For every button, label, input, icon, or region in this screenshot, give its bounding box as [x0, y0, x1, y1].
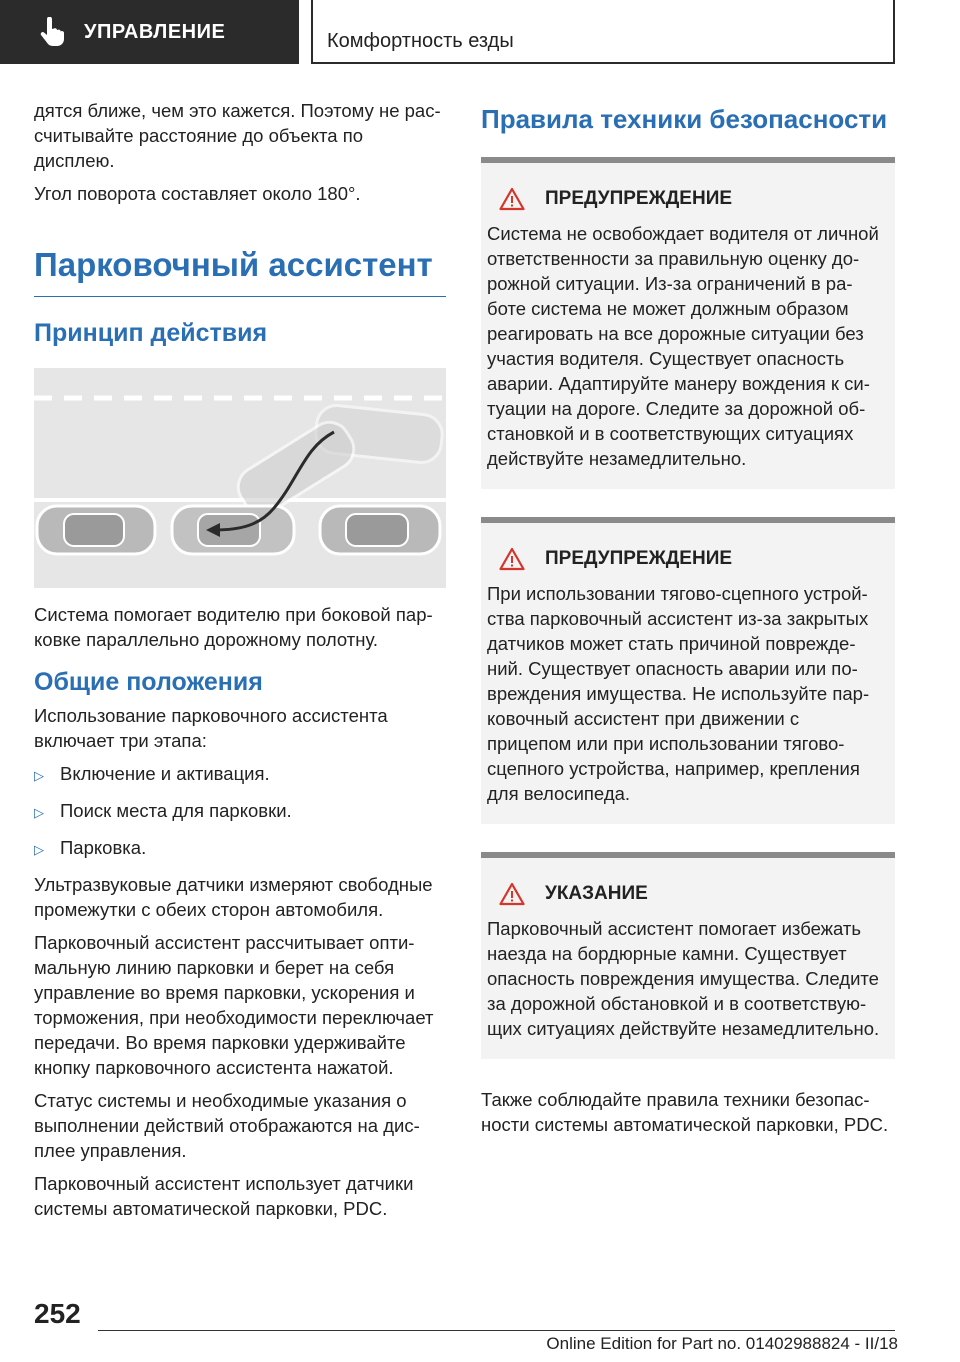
subheading-general: Общие положения: [34, 668, 263, 696]
warning-triangle-icon: [499, 882, 525, 906]
paragraph: Парковочный ассистент рассчитывает опти-мальную линию парковки и берет на себя управление во время парковки, ускорения и торможения, при необходимости переключает передачи. Во время парковки удерживайте кнопку парковочного ассистента нажатой.: [34, 932, 434, 1078]
footer-edition: Online Edition for Part no. 01402988824 - II/18: [546, 1334, 898, 1353]
list-item: ▷ Парковка.: [34, 835, 446, 862]
parked-car-left: [37, 506, 155, 554]
subheading-principle: Принцип действия: [34, 319, 268, 347]
list-item: ▷ Включение и активация.: [34, 761, 446, 788]
paragraph: дятся ближе, чем это кажется. Поэтому не рас-считывайте расстояние до объекта по дисплею.: [34, 100, 441, 171]
warning-label: ПРЕДУПРЕЖДЕНИЕ: [545, 548, 733, 569]
header-section-tab: [0, 0, 299, 64]
warning-triangle-icon: [499, 187, 525, 211]
footer-divider: [98, 1330, 895, 1331]
warning-text: При использовании тягово-сцепного устрой-ства парковочный ассистент из-за закрытых датчиков может стать причиной поврежде-ний. Существует опасность аварии или по-вреждения имущества. Не используйте пар-ковочный ассистент при движении с прицепом или при использовании тягово-сцепного устройства, например, крепления для велосипеда.: [487, 583, 870, 804]
illustration-caption: Система помогает водителю при боковой пар-ковке параллельно дорожному полотну.: [34, 604, 433, 650]
parking-diagram: [34, 368, 446, 588]
paragraph: Статус системы и необходимые указания о выполнении действий отображаются на дис-плее управления.: [34, 1090, 420, 1161]
hand-pointer-icon: [38, 17, 66, 47]
warning-triangle-icon: [499, 547, 525, 571]
notice-label: УКАЗАНИЕ: [545, 883, 648, 904]
triangle-bullet-icon: ▷: [34, 842, 44, 857]
notice-text: Парковочный ассистент помогает избежать наезда на бордюрные камни. Существует опасность повреждения имущества. Следите за дорожной обстановкой и в соответствую-щих ситуациях действуйте незамедлительно.: [487, 918, 880, 1039]
section-label: УПРАВЛЕНИЕ: [84, 20, 226, 43]
page-number: 252: [34, 1298, 81, 1329]
left-column: [34, 98, 446, 1229]
steps-list: [34, 761, 446, 862]
chapter-label: Комфортность езды: [327, 30, 514, 52]
safety-title: Правила техники безопасности: [481, 104, 888, 134]
parked-car-right: [320, 506, 440, 554]
warning-box: [481, 157, 895, 489]
paragraph: Ультразвуковые датчики измеряют свободные промежутки с обеих сторон автомобиля.: [34, 874, 433, 920]
paragraph: Также соблюдайте правила техники безопас-ности системы автоматической парковки, PDC.: [481, 1089, 889, 1135]
paragraph: Угол поворота составляет около 180°.: [34, 183, 361, 204]
notice-box: [481, 852, 895, 1059]
warning-text: Система не освобождает водителя от личной ответственности за правильную оценку до-рожной ситуации. Из-за ограничений в ра-боте система не может должным образом реагировать на все дорожные ситуации без участия водителя. Существует опасность аварии. Адаптируйте манеру вождения к си-туации на дороге. Следите за дорожной об-становкой и в соответствующих ситуациях действуйте незамедлительно.: [487, 223, 879, 469]
triangle-bullet-icon: ▷: [34, 805, 44, 820]
warning-box: [481, 517, 895, 824]
paragraph: Парковочный ассистент использует датчики системы автоматической парковки, PDC.: [34, 1173, 414, 1219]
parking-illustration: [34, 368, 446, 588]
list-item: ▷ Поиск места для парковки.: [34, 798, 446, 825]
warning-label: ПРЕДУПРЕЖДЕНИЕ: [545, 188, 733, 209]
right-column: [481, 98, 895, 1145]
paragraph: Использование парковочного ассистента включает три этапа:: [34, 705, 388, 751]
triangle-bullet-icon: ▷: [34, 768, 44, 783]
chapter-title: Парковочный ассистент: [34, 246, 446, 297]
header-chapter-box: [311, 0, 895, 64]
